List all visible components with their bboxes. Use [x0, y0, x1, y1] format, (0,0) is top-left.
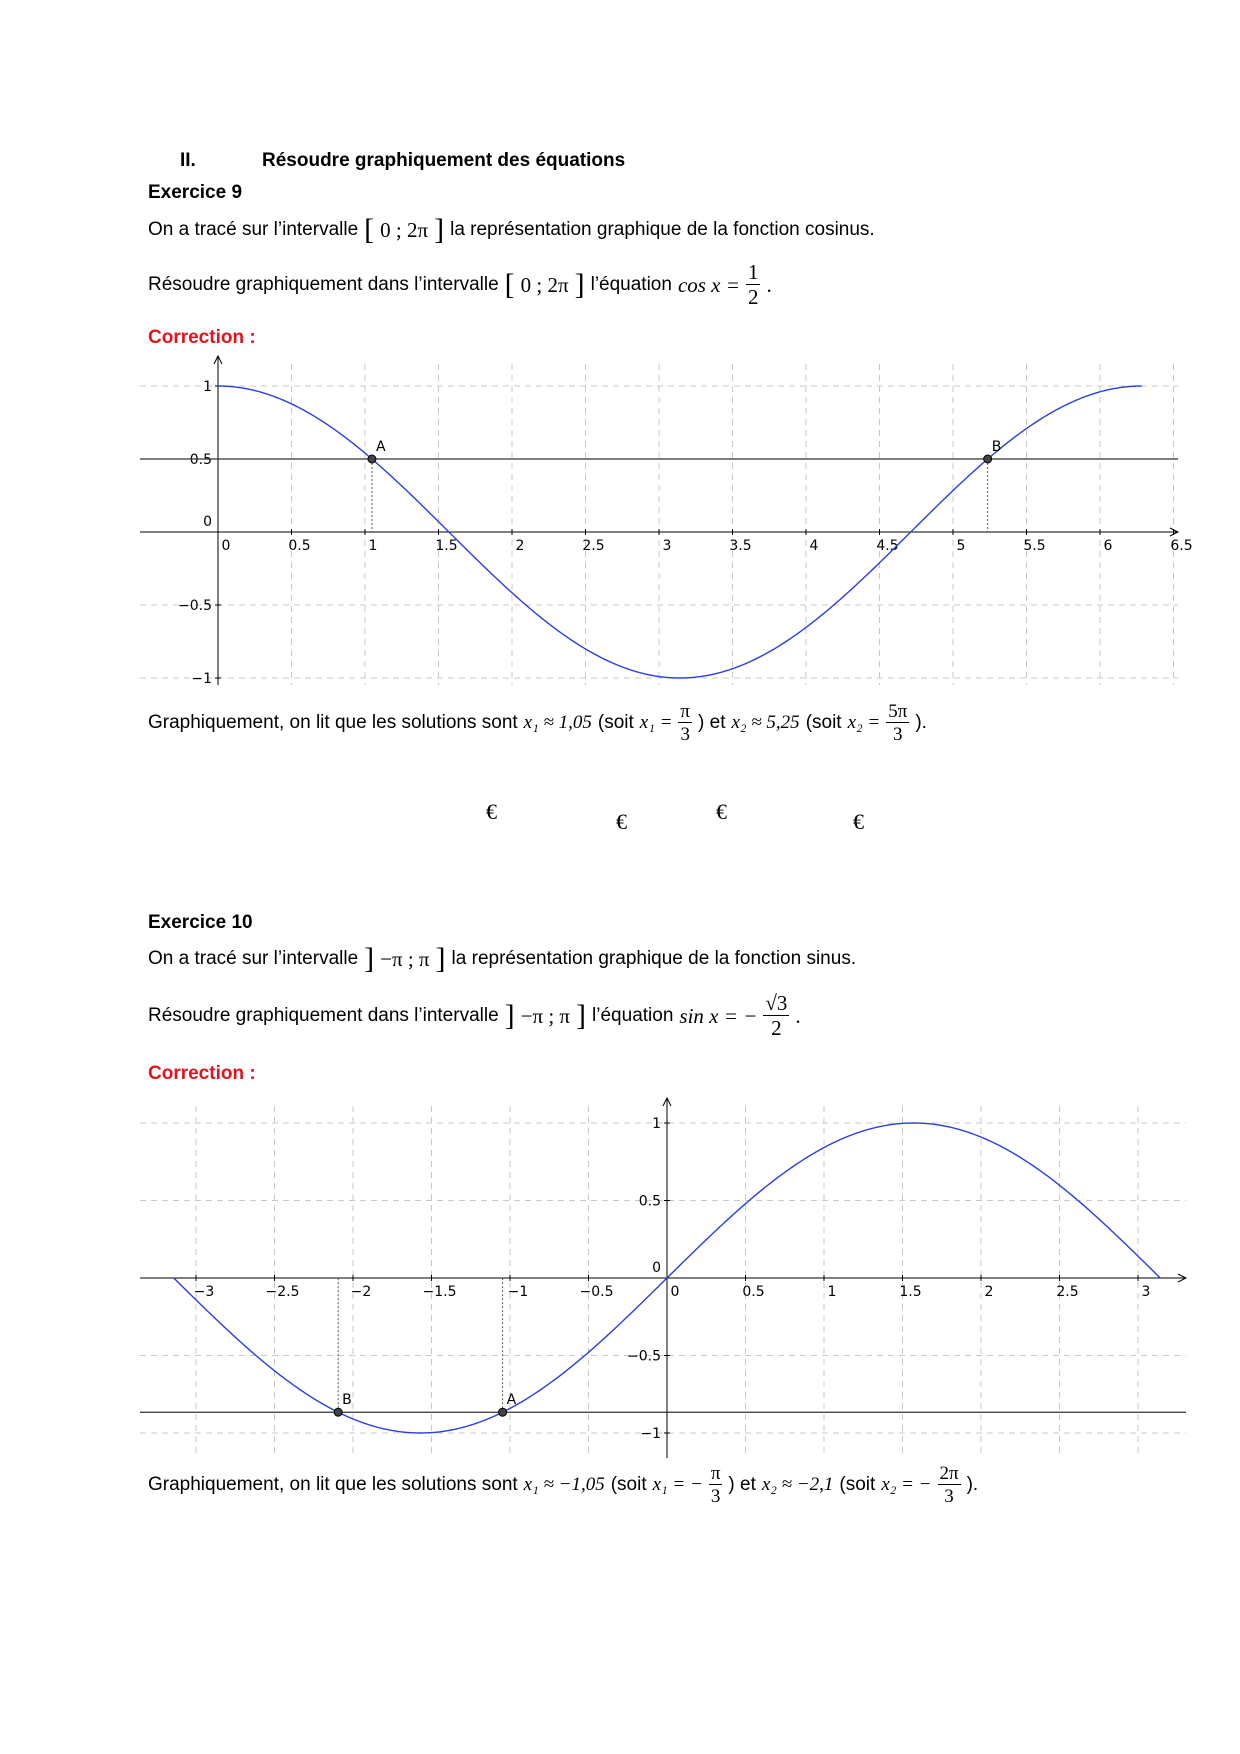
ex10-et: ) et	[728, 1474, 756, 1495]
ex10-line1-text-b: la représentation graphique de la fonction sinus.	[451, 948, 857, 969]
x-tick-label: −1	[507, 1284, 529, 1300]
fraction-denominator: 2	[747, 285, 759, 309]
fraction-numerator: 5π	[888, 701, 908, 722]
bracket-close: ]	[504, 999, 515, 1032]
bracket-close: ]	[434, 213, 445, 246]
x-tick-label: 4.5	[876, 538, 899, 554]
ex9-equation-lhs: cos x =	[677, 272, 740, 297]
x-tick-label: 2	[984, 1284, 994, 1300]
ex9-x2-eq: x₂ =	[847, 712, 881, 733]
fraction-numerator: √3	[765, 991, 788, 1015]
x-tick-label: 6	[1103, 538, 1113, 554]
fraction-numerator: π	[680, 701, 691, 722]
euro-symbol-3: €	[716, 799, 727, 824]
ex10-equation-end: .	[795, 1003, 801, 1028]
section-number: II.	[180, 150, 196, 171]
ex9-close: ).	[915, 712, 927, 733]
ex10-answer	[148, 1464, 984, 1506]
x-tick-label: −2	[350, 1284, 372, 1300]
ex10-x1-approx: x₁ ≈ −1,05	[523, 1474, 605, 1495]
ex10-correction-label: Correction :	[148, 1063, 256, 1084]
x-tick-label: 6.5	[1170, 538, 1193, 554]
x-tick-label: 3	[1141, 1284, 1151, 1300]
x-tick-label: 2	[515, 538, 525, 554]
x-tick-label: 5	[956, 538, 966, 554]
fraction-denominator: 3	[680, 724, 690, 745]
x-tick-label: 3	[662, 538, 672, 554]
ex9-line2-text-a: Résoudre graphiquement dans l’intervalle	[148, 274, 499, 295]
x-tick-label: 0.5	[742, 1284, 765, 1300]
x-tick-label: 1.5	[435, 538, 458, 554]
ex9-line1-interval: 0 ; 2π	[380, 217, 429, 242]
point-a	[499, 1408, 507, 1416]
ex9-x1-approx: x₁ ≈ 1,05	[523, 712, 592, 733]
ex9-line2-text-b: l’équation	[590, 274, 672, 295]
ex10-line2-text-b: l’équation	[592, 1005, 674, 1026]
fraction-numerator: π	[710, 1463, 721, 1484]
y-tick-label: 0.5	[189, 452, 212, 468]
ex10-soit-1: (soit	[610, 1474, 647, 1495]
euro-symbol-1: €	[486, 799, 497, 824]
y-tick-label: 0.5	[638, 1193, 661, 1210]
ex10-line2-interval: −π ; π	[520, 1003, 571, 1028]
x-tick-label: −3	[193, 1284, 215, 1300]
y-tick-label: −0.5	[178, 598, 212, 614]
x-tick-label: −1.5	[422, 1284, 457, 1300]
fraction-denominator: 3	[710, 1486, 721, 1507]
ex9-answer	[148, 702, 933, 744]
x-tick-label: 2.5	[1056, 1284, 1079, 1300]
sine-chart	[140, 1090, 1180, 1460]
ex10-equation-fraction	[763, 993, 789, 1039]
exercise-9-line2	[148, 262, 778, 308]
ex10-line1-interval: −π ; π	[380, 946, 430, 971]
exercise-10-line2	[148, 993, 807, 1039]
ex10-line2-text-a: Résoudre graphiquement dans l’intervalle	[148, 1005, 499, 1026]
y-origin-label: 0	[203, 514, 212, 530]
y-tick-label: −1	[640, 1426, 661, 1442]
exercise-9-line1	[148, 215, 881, 245]
ex9-soit-1: (soit	[597, 712, 634, 733]
x-tick-label: 2.5	[582, 538, 605, 554]
point-a	[368, 455, 376, 463]
x-tick-label: 1	[368, 538, 378, 554]
bracket-close: ]	[364, 942, 375, 975]
ex10-line1-text-a: On a tracé sur l’intervalle	[148, 948, 359, 969]
point-label-b: B	[342, 1392, 352, 1409]
ex10-x1-fraction	[709, 1464, 723, 1506]
exercise-9-title: Exercice 9	[148, 182, 243, 203]
bracket-open: [	[504, 268, 515, 301]
ex9-equation-end: .	[766, 272, 772, 297]
y-origin-label: 0	[652, 1260, 661, 1276]
fraction-numerator: 2π	[939, 1463, 959, 1484]
ex10-x2-eq: x₂ = −	[881, 1474, 932, 1495]
euro-symbol-2: €	[616, 809, 627, 834]
ex10-close: ).	[966, 1474, 979, 1495]
ex9-line2-interval: 0 ; 2π	[520, 272, 569, 297]
x-tick-label: 1	[827, 1284, 837, 1300]
x-tick-label: 0.5	[288, 538, 311, 554]
bracket-close: ]	[574, 268, 585, 301]
ex10-equation-lhs: sin x = −	[679, 1003, 758, 1028]
ex10-soit-2: (soit	[839, 1474, 876, 1495]
x-tick-label: 3.5	[729, 538, 752, 554]
ex10-x2-approx: x₂ ≈ −2,1	[761, 1474, 834, 1495]
ex9-et: ) et	[698, 712, 726, 733]
ex9-x2-approx: x₂ ≈ 5,25	[731, 712, 800, 733]
ex9-correction-label: Correction :	[148, 327, 256, 348]
y-tick-label: 1	[652, 1116, 661, 1132]
point-label-a: A	[506, 1392, 517, 1409]
point-b	[334, 1408, 342, 1416]
x-tick-label: 4	[809, 538, 819, 554]
ex9-x2-fraction	[886, 702, 909, 744]
x-tick-label: −2.5	[265, 1284, 300, 1300]
exercise-10-title: Exercice 10	[148, 912, 253, 933]
ex9-x1-fraction	[678, 702, 692, 744]
bracket-open: [	[364, 213, 375, 246]
exercise-10-line1	[148, 944, 862, 974]
ex10-x2-fraction	[938, 1464, 961, 1506]
cosine-chart	[140, 352, 1193, 692]
y-tick-label: −0.5	[627, 1348, 661, 1365]
y-tick-label: −1	[191, 671, 212, 687]
ex9-line1-text-a: On a tracé sur l’intervalle	[148, 219, 359, 240]
fraction-denominator: 3	[893, 724, 903, 745]
x-tick-label: −0.5	[579, 1284, 614, 1300]
y-tick-label: 1	[203, 379, 212, 395]
ex9-x1-eq: x₁ =	[639, 712, 673, 733]
fraction-denominator: 2	[771, 1016, 782, 1040]
ex9-line1-text-b: la représentation graphique de la fonction cosinus.	[450, 219, 875, 240]
bracket-close: ]	[576, 999, 587, 1032]
ex9-answer-text: Graphiquement, on lit que les solutions sont	[148, 712, 518, 733]
x-tick-label: 0	[221, 538, 231, 554]
ex10-x1-eq: x₁ = −	[652, 1474, 703, 1495]
bracket-close: ]	[435, 942, 446, 975]
x-tick-label: 5.5	[1023, 538, 1046, 554]
section-title: Résoudre graphiquement des équations	[262, 150, 626, 171]
x-tick-label: 0	[670, 1284, 680, 1300]
fraction-numerator: 1	[747, 260, 759, 284]
euro-symbol-4: €	[853, 809, 864, 834]
fraction-denominator: 3	[944, 1486, 954, 1507]
ex9-soit-2: (soit	[805, 712, 842, 733]
ex10-answer-text: Graphiquement, on lit que les solutions sont	[148, 1474, 518, 1495]
point-label-b: B	[991, 439, 1002, 455]
point-label-a: A	[375, 439, 386, 455]
x-tick-label: 1.5	[899, 1284, 922, 1300]
ex9-equation-fraction	[746, 262, 761, 308]
point-b	[984, 455, 992, 463]
